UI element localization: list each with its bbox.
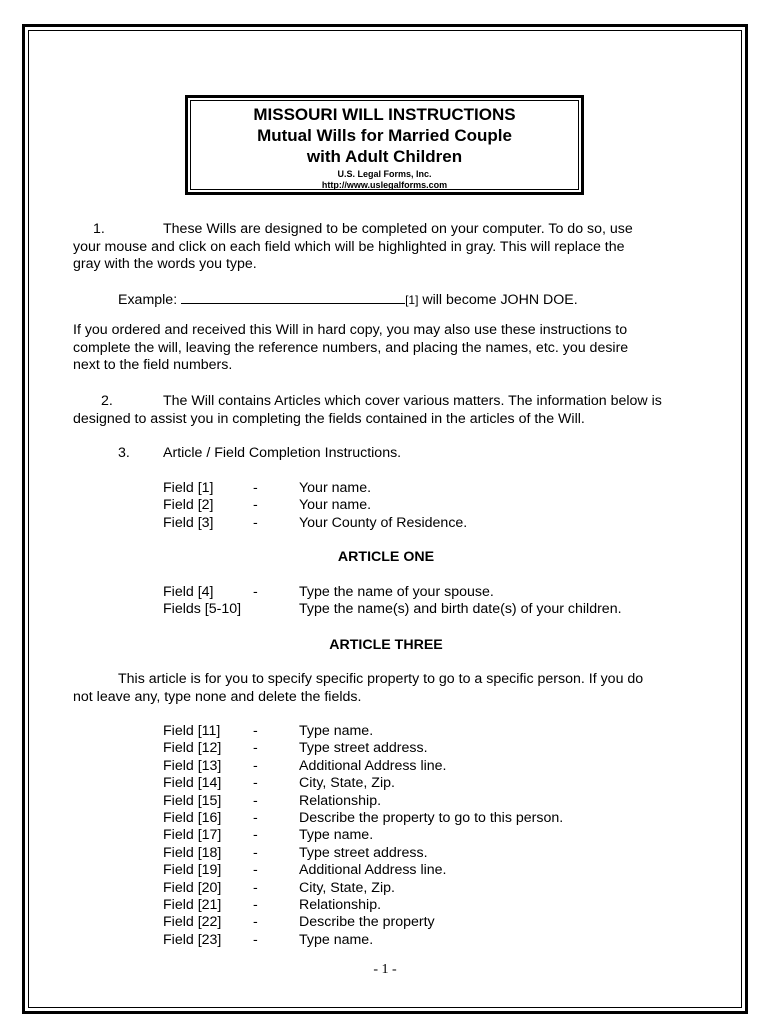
- field-dash: -: [253, 914, 258, 931]
- field-label: Field [20]: [163, 879, 222, 896]
- field-row: [163, 497, 467, 514]
- field-row: [163, 845, 563, 862]
- field-description: Your County of Residence.: [299, 514, 468, 531]
- field-description: Type name.: [299, 931, 374, 948]
- paragraph-text: The Will contains Articles which cover various matters. The information below is: [163, 393, 662, 409]
- field-description: Type name.: [299, 723, 374, 739]
- field-row: [163, 793, 563, 810]
- field-description: Relationship.: [299, 792, 382, 809]
- paragraph-number: 1.: [93, 221, 105, 237]
- field-label: Field [23]: [163, 931, 222, 948]
- field-label: Field [22]: [163, 914, 222, 931]
- field-label: Fields [5-10]: [163, 601, 242, 618]
- paragraph-number: 2.: [101, 393, 113, 409]
- field-dash: -: [253, 896, 258, 913]
- field-row: [163, 480, 467, 497]
- article-three-heading: ARTICLE THREE: [329, 637, 443, 653]
- field-description: Additional Address line.: [299, 757, 447, 774]
- document-title: MISSOURI WILL INSTRUCTIONS: [253, 105, 516, 124]
- field-description: Type street address.: [299, 740, 428, 757]
- field-row: [163, 897, 563, 914]
- field-label: Field [21]: [163, 896, 222, 913]
- field-dash: -: [253, 740, 258, 757]
- field-description: Your name.: [299, 497, 372, 514]
- field-row: [163, 775, 563, 792]
- paragraph-hardcopy: [73, 322, 699, 375]
- field-label: Field [1]: [163, 480, 214, 496]
- field-dash: -: [253, 514, 258, 531]
- paragraph-text: next to the field numbers.: [73, 357, 233, 373]
- field-row: [163, 810, 563, 827]
- field-description: Describe the property: [299, 914, 435, 931]
- field-description: Type the name of your spouse.: [299, 584, 494, 600]
- paragraph-2: [73, 393, 713, 428]
- article-three-field-list: [163, 723, 563, 949]
- field-dash: -: [253, 584, 258, 600]
- field-dash: -: [253, 480, 258, 496]
- company-name: U.S. Legal Forms, Inc.: [337, 169, 432, 179]
- paragraph-text: This article is for you to specify specific property to go to a specific person. If you do: [118, 671, 644, 687]
- field-row: [163, 740, 563, 757]
- field-dash: -: [253, 809, 258, 826]
- paragraph-text: gray with the words you type.: [73, 256, 257, 272]
- field-dash: -: [253, 775, 258, 792]
- field-dash: -: [253, 879, 258, 896]
- field-label: Field [12]: [163, 740, 222, 757]
- field-label: Field [14]: [163, 775, 222, 792]
- title-box: [190, 100, 579, 190]
- field-row: [163, 758, 563, 775]
- field-dash: -: [253, 723, 258, 739]
- field-row: [163, 515, 467, 532]
- paragraph-1: [73, 221, 699, 274]
- field-row: [163, 880, 563, 897]
- field-dash: -: [253, 931, 258, 948]
- paragraph-3: [118, 445, 678, 463]
- field-dash: -: [253, 827, 258, 844]
- example-result: will become JOHN DOE.: [418, 292, 578, 308]
- field-row: [163, 723, 563, 740]
- paragraph-number: 3.: [118, 445, 130, 461]
- field-description: City, State, Zip.: [299, 775, 395, 792]
- paragraph-text: not leave any, type none and delete the fields.: [73, 688, 362, 705]
- field-label: Field [4]: [163, 584, 214, 600]
- field-description: Type the name(s) and birth date(s) of your children.: [299, 601, 622, 618]
- page-number: - 1 -: [373, 962, 397, 977]
- paragraph-text: your mouse and click on each field which will be highlighted in gray. This will replace the: [73, 238, 625, 255]
- field-dash: -: [253, 792, 258, 809]
- paragraph-text: complete the will, leaving the reference numbers, and placing the names, etc. you desire: [73, 339, 629, 356]
- article-three-intro: [73, 671, 713, 706]
- field-label: Field [13]: [163, 757, 222, 774]
- paragraph-text: Article / Field Completion Instructions.: [163, 445, 402, 461]
- field-row: [163, 862, 563, 879]
- field-description: Type street address.: [299, 844, 428, 861]
- article-one-field-list: [163, 584, 622, 619]
- field-dash: -: [253, 497, 258, 514]
- field-description: Additional Address line.: [299, 862, 447, 879]
- intro-field-list: [163, 480, 467, 532]
- field-description: Type name.: [299, 827, 374, 844]
- field-dash: -: [253, 844, 258, 861]
- paragraph-text: designed to assist you in completing the fields contained in the articles of the Will.: [73, 410, 585, 427]
- field-label: Field [18]: [163, 844, 222, 861]
- article-one-heading: ARTICLE ONE: [337, 549, 435, 565]
- field-row: [163, 601, 622, 618]
- document-subtitle-2: with Adult Children: [306, 147, 463, 166]
- field-label: Field [2]: [163, 497, 214, 514]
- field-row: [163, 914, 563, 931]
- field-label: Field [11]: [163, 723, 221, 739]
- document-subtitle: Mutual Wills for Married Couple: [257, 126, 512, 145]
- field-description: Your name.: [299, 480, 372, 496]
- field-row: [163, 827, 563, 844]
- field-row: [163, 932, 563, 949]
- example-label: Example:: [118, 292, 178, 308]
- paragraph-text: These Wills are designed to be completed on your computer. To do so, use: [163, 221, 633, 237]
- field-description: City, State, Zip.: [299, 879, 395, 896]
- field-dash: -: [253, 757, 258, 774]
- field-label: Field [16]: [163, 809, 222, 826]
- paragraph-text: If you ordered and received this Will in hard copy, you may also use these instructions to: [73, 322, 628, 338]
- field-description: Relationship.: [299, 896, 382, 913]
- field-row: [163, 584, 622, 601]
- field-description: Describe the property to go to this person.: [299, 809, 564, 826]
- field-label: Field [3]: [163, 514, 214, 531]
- example-line: [118, 290, 718, 310]
- company-url[interactable]: http://www.uslegalforms.com: [321, 180, 448, 190]
- example-blank: [181, 290, 405, 304]
- field-label: Field [19]: [163, 862, 222, 879]
- field-label: Field [17]: [163, 827, 222, 844]
- example-ref: [1]: [405, 293, 419, 307]
- field-label: Field [15]: [163, 792, 222, 809]
- field-dash: -: [253, 862, 258, 879]
